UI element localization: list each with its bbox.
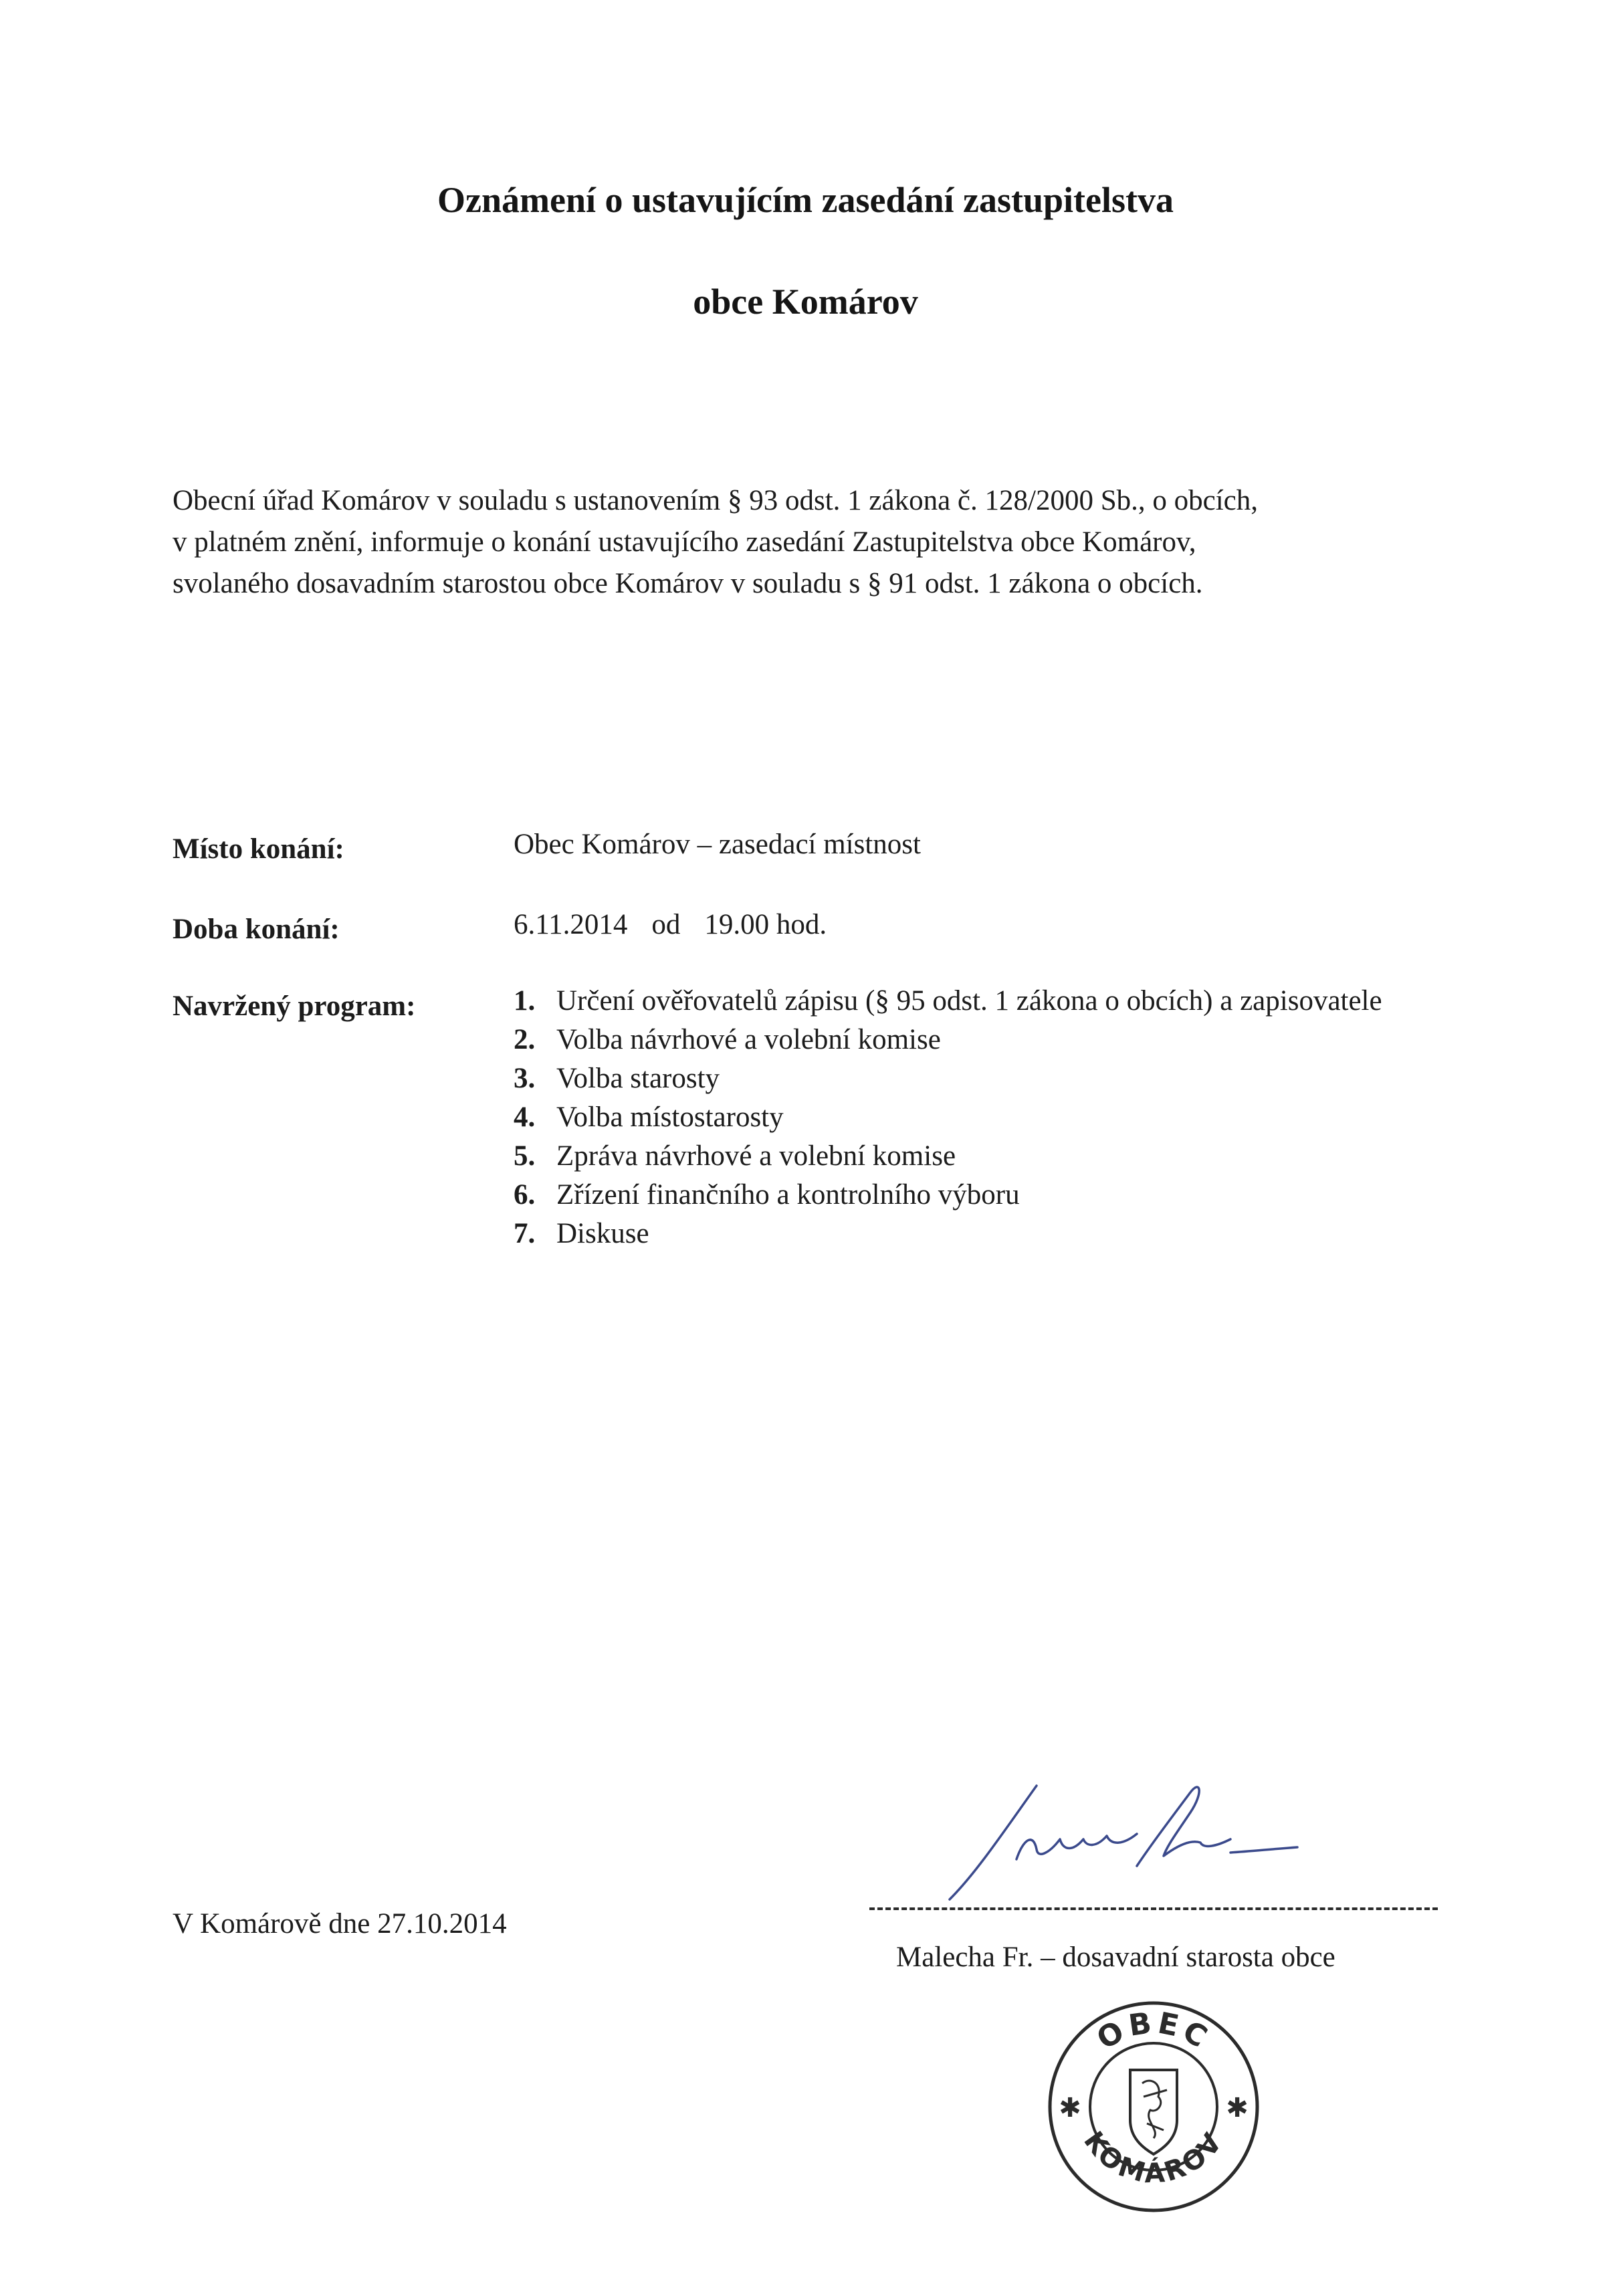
- program-item-number: 1.: [514, 985, 536, 1017]
- program-item-text: Zpráva návrhové a volební komise: [556, 1140, 956, 1172]
- program-item-text: Zřízení finančního a kontrolního výboru: [556, 1179, 1020, 1211]
- signature-line: [869, 1907, 1438, 1910]
- document-title: Oznámení o ustavujícím zasedání zastupitelstva: [437, 180, 1174, 220]
- stamp-top-text: OBEC: [1091, 2005, 1216, 2057]
- program-item-text: Určení ověřovatelů zápisu (§ 95 odst. 1 zákona o obcích) a zapisovatele: [556, 985, 1382, 1017]
- place-and-date: V Komárově dne 27.10.2014: [173, 1908, 507, 1940]
- place-value: Obec Komárov – zasedací místnost: [514, 829, 921, 860]
- signer-name: Malecha Fr. – dosavadní starosta obce: [896, 1942, 1335, 1973]
- meeting-date: 6.11.2014: [514, 909, 628, 940]
- program-item: [514, 982, 1403, 1021]
- intro-line: Obecní úřad Komárov v souladu s ustanovením § 93 odst. 1 zákona č. 128/2000 Sb., o obcích,: [173, 485, 1258, 516]
- stamp-bottom-text: KOMÁROV: [1077, 2125, 1230, 2190]
- document-subtitle: obce Komárov: [693, 282, 918, 322]
- program-item-text: Diskuse: [556, 1218, 649, 1249]
- program-item: [514, 1098, 1403, 1137]
- intro-paragraph: [173, 480, 1457, 605]
- official-stamp: [1043, 1996, 1264, 2217]
- program-item: [514, 1176, 1403, 1215]
- program-item-number: 2.: [514, 1024, 536, 1055]
- program-item-number: 4.: [514, 1102, 536, 1133]
- meeting-from: od: [651, 909, 681, 940]
- program-item-number: 7.: [514, 1218, 536, 1249]
- program-item: [514, 1137, 1403, 1176]
- intro-line: svolaného dosavadním starostou obce Komárov v souladu s § 91 odst. 1 zákona o obcích.: [173, 568, 1203, 599]
- program-item: [514, 1059, 1403, 1098]
- place-label: Místo konání:: [173, 833, 344, 865]
- handwritten-signature: [936, 1772, 1311, 1906]
- program-item: [514, 1021, 1403, 1059]
- program-item-number: 3.: [514, 1063, 536, 1094]
- program-label: Navržený program:: [173, 990, 416, 1022]
- stamp-star-icon: ✱: [1226, 2093, 1249, 2123]
- program-item: [514, 1215, 1403, 1253]
- time-label: Doba konání:: [173, 914, 340, 945]
- program-item-number: 5.: [514, 1140, 536, 1172]
- intro-line: v platném znění, informuje o konání ustavujícího zasedání Zastupitelstva obce Komárov,: [173, 526, 1196, 558]
- program-item-text: Volba místostarosty: [556, 1102, 784, 1133]
- meeting-hour: 19.00 hod.: [704, 909, 827, 940]
- program-item-text: Volba starosty: [556, 1063, 720, 1094]
- program-list: [514, 982, 1403, 1253]
- time-value: [514, 908, 827, 941]
- stamp-star-icon: ✱: [1059, 2093, 1081, 2123]
- program-item-number: 6.: [514, 1179, 536, 1211]
- program-item-text: Volba návrhové a volební komise: [556, 1024, 941, 1055]
